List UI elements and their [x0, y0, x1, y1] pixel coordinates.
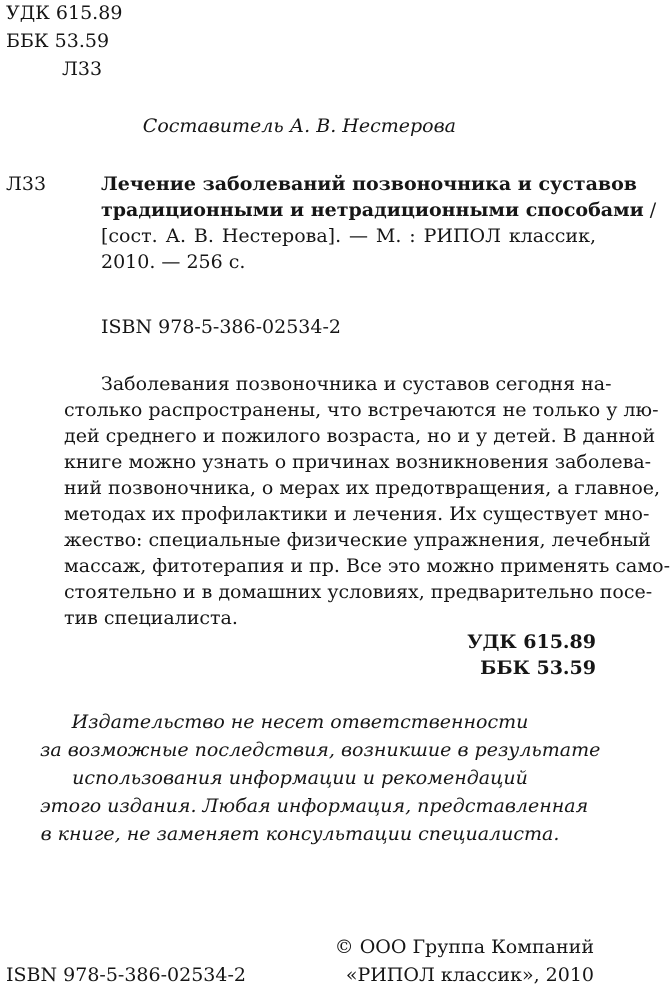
- annotation: [64, 371, 670, 631]
- annotation-line: методах их профилактики и лечения. Их существует мно-: [64, 503, 650, 525]
- classification-bbk: ББК 53.59: [480, 657, 596, 679]
- disclaimer: [40, 708, 601, 848]
- footer-copyright-line1: © ООО Группа Компаний: [334, 936, 594, 958]
- bib-description-line: [сост. А. В. Нестерова]. — М. : РИПОЛ классик,: [101, 225, 596, 247]
- header-bbk: ББК 53.59: [6, 30, 110, 52]
- bib-author-mark: Л33: [6, 173, 47, 195]
- annotation-line: массаж, фитотерапия и пр. Все это можно применять само-: [64, 555, 670, 577]
- annotation-line: дей среднего и пожилого возраста, но и у детей. В данной: [64, 425, 656, 447]
- bib-title-line: традиционными и нетрадиционными способами: [101, 199, 644, 221]
- disclaimer-line: Издательство не несет ответственности: [71, 711, 529, 733]
- annotation-line: столько распространены, что встречаются не только у лю-: [64, 399, 659, 421]
- disclaimer-line: этого издания. Любая информация, представленная: [40, 795, 589, 817]
- bib-title-line-with-slash: [101, 197, 657, 223]
- bib-description-line: 2010. — 256 с.: [101, 251, 246, 273]
- footer-copyright-line2: «РИПОЛ классик», 2010: [345, 964, 594, 986]
- disclaimer-line: в книге, не заменяет консультации специалиста.: [40, 823, 560, 845]
- annotation-line: тив специалиста.: [64, 607, 238, 629]
- bib-title-slash: /: [649, 199, 657, 221]
- isbn-main: ISBN 978-5-386-02534-2: [101, 316, 341, 338]
- annotation-line: Заболевания позвоночника и суставов сегодня на-: [101, 373, 612, 395]
- annotation-line: книге можно узнать о причинах возникновения заболева-: [64, 451, 652, 473]
- annotation-line: ний позвоночника, о мерах их предотвращения, а главное,: [64, 477, 661, 499]
- bib-record: [101, 171, 657, 275]
- compiler-credit: Составитель А. В. Нестерова: [142, 115, 456, 137]
- disclaimer-line: за возможные последствия, возникшие в результате: [40, 739, 601, 761]
- footer-isbn: ISBN 978-5-386-02534-2: [6, 964, 246, 986]
- annotation-line: жество: специальные физические упражнения, лечебный: [64, 529, 651, 551]
- disclaimer-line: использования информации и рекомендаций: [72, 767, 528, 789]
- bib-title-line: Лечение заболеваний позвоночника и суставов: [101, 173, 637, 195]
- classification-udk: УДК 615.89: [467, 631, 596, 653]
- header-author-mark: Л33: [62, 58, 103, 80]
- annotation-line: стоятельно и в домашних условиях, предварительно посе-: [64, 581, 653, 603]
- header-udk: УДК 615.89: [6, 2, 123, 24]
